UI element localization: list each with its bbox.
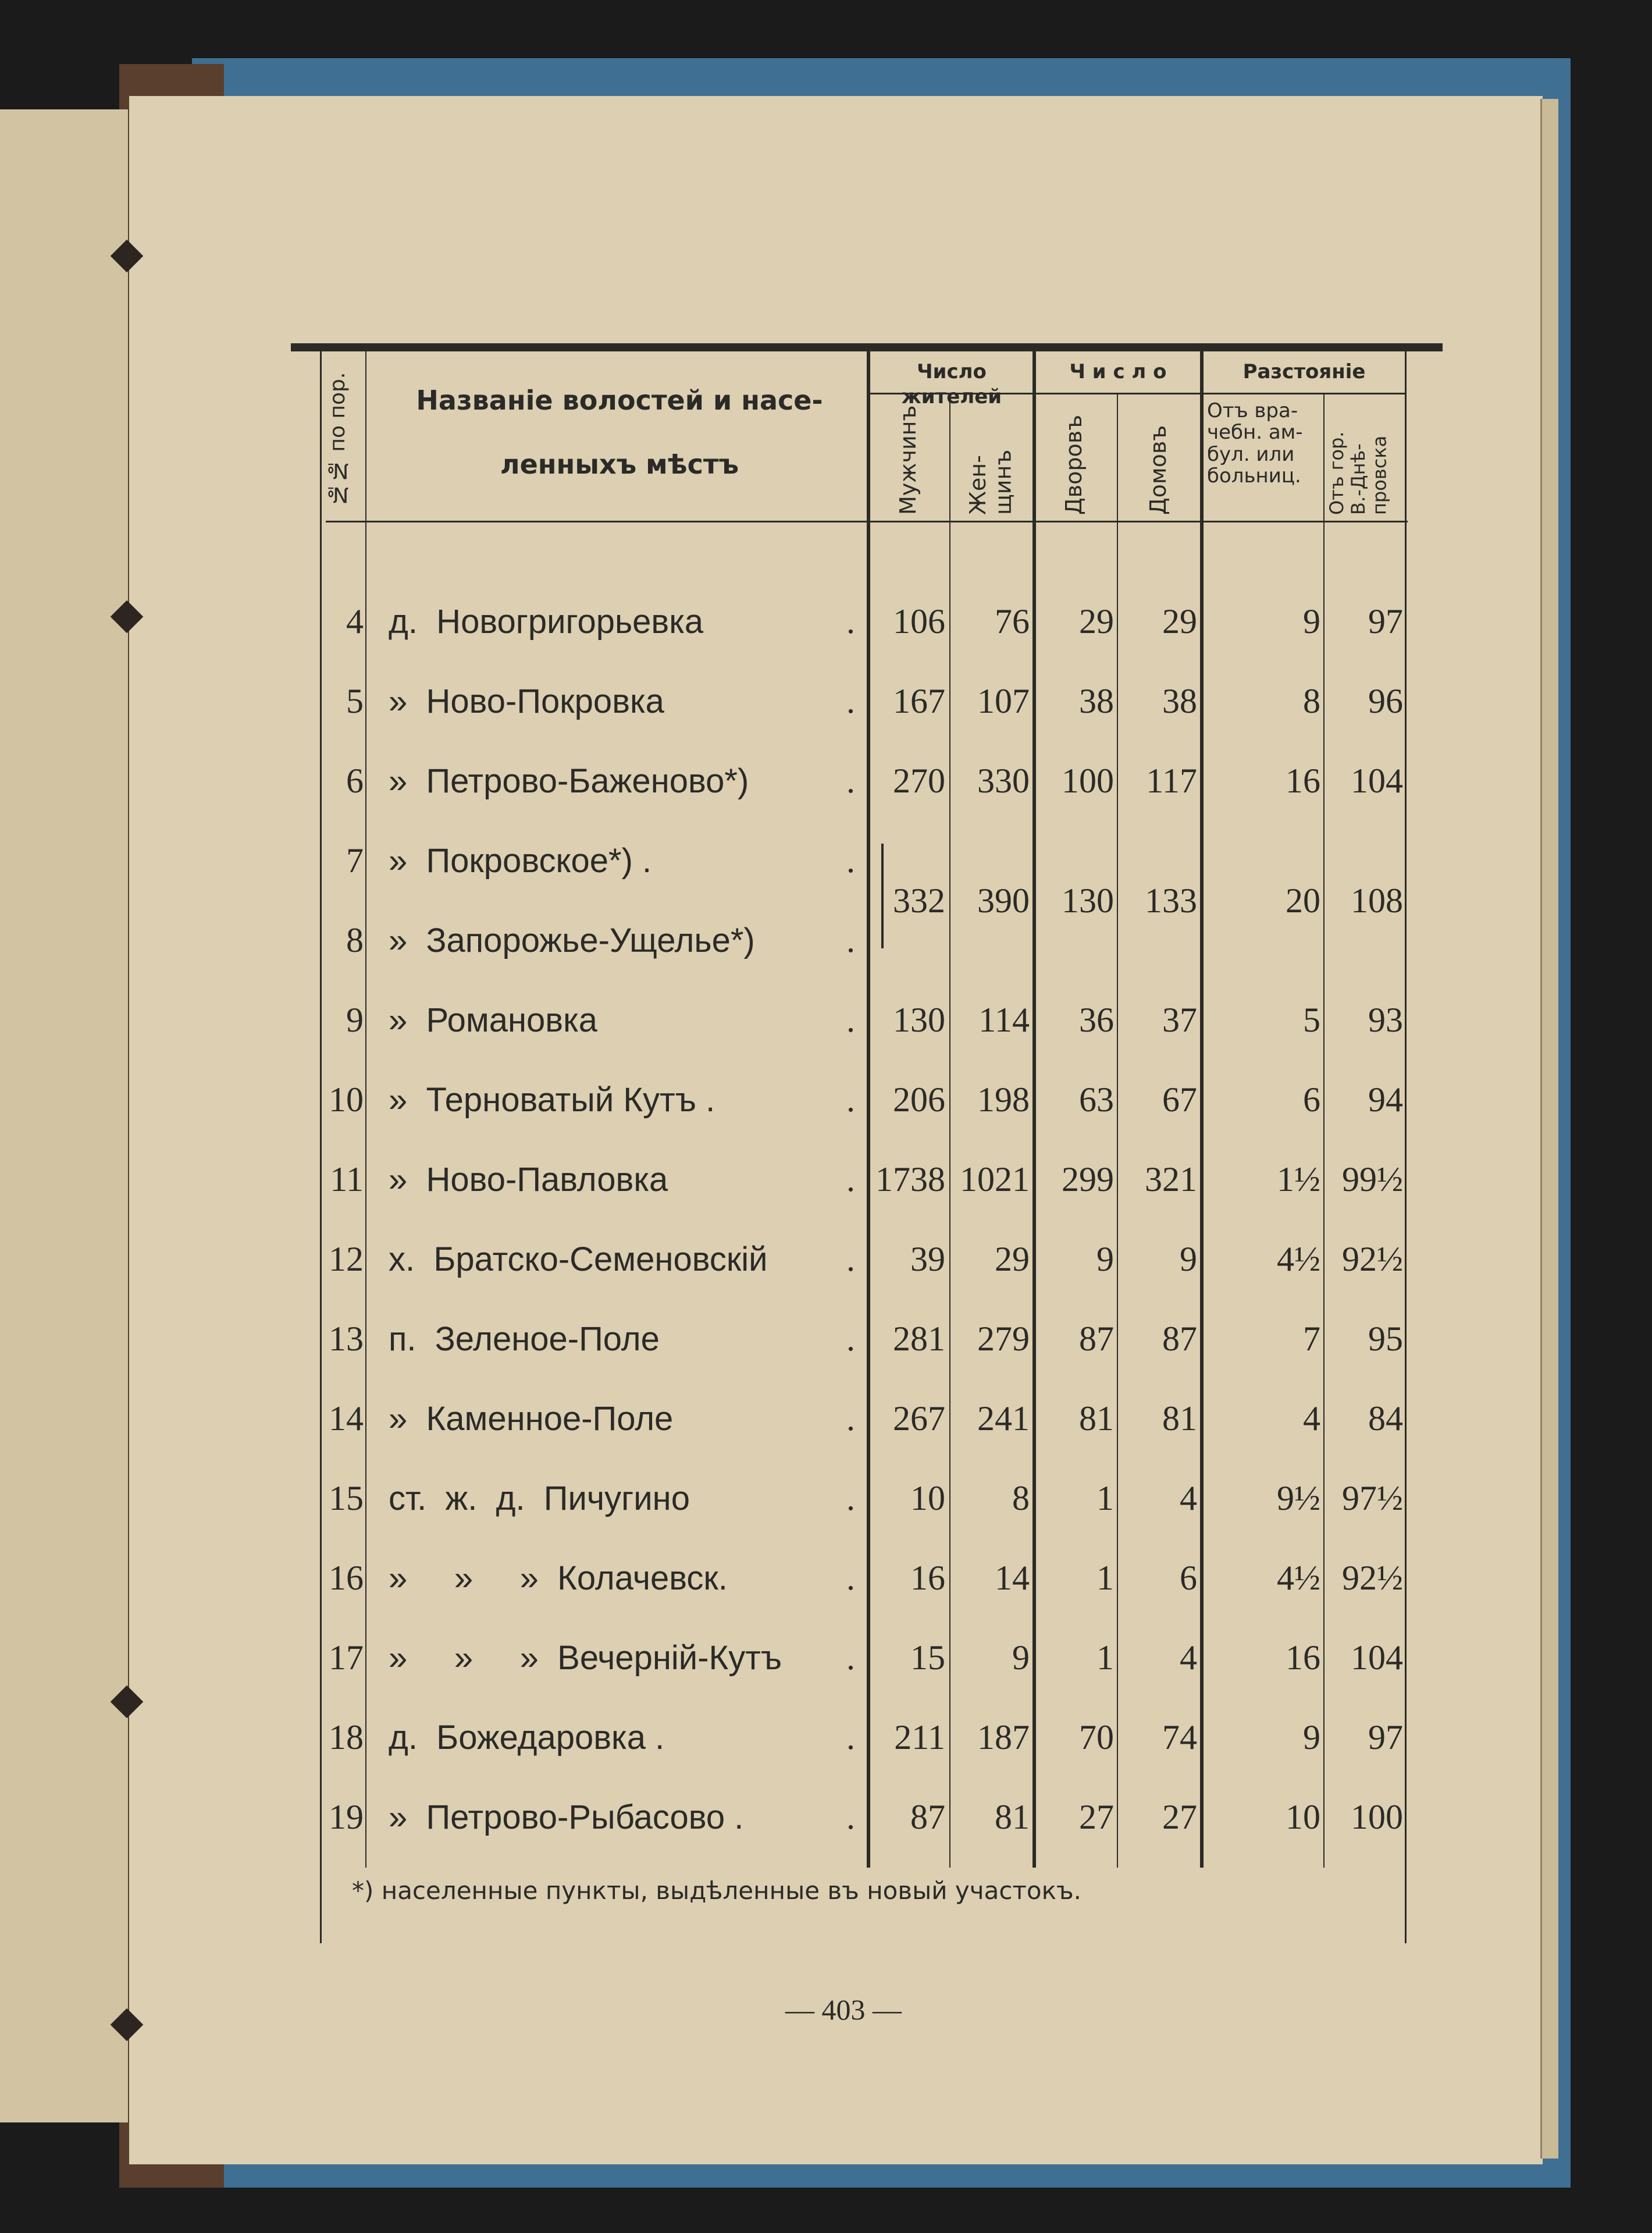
cell-d-doc: 6 — [1303, 1080, 1320, 1119]
cell-houses: 87 — [1162, 1320, 1197, 1358]
row-number: 17 — [329, 1638, 364, 1677]
table-right-border — [1405, 349, 1407, 1943]
leader-dot: . — [846, 1399, 855, 1438]
cell-men: 130 — [893, 1001, 945, 1039]
row-number: 19 — [329, 1798, 364, 1836]
cell-men: 281 — [893, 1320, 945, 1358]
cell-d-city: 94 — [1368, 1080, 1403, 1119]
header-yards: Дворовъ — [1061, 415, 1087, 515]
cell-yards: 9 — [1096, 1240, 1114, 1278]
cell-women: 187 — [977, 1718, 1030, 1756]
leader-dot: . — [846, 841, 855, 880]
leader-dot: . — [846, 1718, 855, 1756]
cell-yards: 27 — [1079, 1798, 1114, 1836]
cell-d-doc: 7 — [1303, 1320, 1320, 1358]
cell-houses: 4 — [1180, 1638, 1197, 1677]
place-name: п. Зеленое-Поле — [389, 1320, 660, 1358]
place-name: д. Новогригорьевка — [389, 603, 704, 641]
leader-dot: . — [846, 762, 855, 800]
cell-d-doc: 9 — [1303, 1718, 1320, 1756]
cell-d-doc: 9½ — [1277, 1479, 1320, 1517]
leader-dot: . — [846, 1001, 855, 1039]
row-number: 6 — [346, 762, 364, 800]
cell-men: 10 — [910, 1479, 945, 1517]
cell-men: 270 — [893, 762, 945, 800]
cell-d-doc: 4 — [1303, 1399, 1320, 1438]
cell-d-city: 100 — [1351, 1798, 1403, 1836]
cell-women: 81 — [995, 1798, 1030, 1836]
merged-cell-d-city: 108 — [1351, 881, 1403, 920]
header-group-inhabitants: Число жителей — [901, 360, 1002, 408]
cell-houses: 67 — [1162, 1080, 1197, 1119]
cell-men: 16 — [910, 1559, 945, 1597]
cell-women: 14 — [995, 1559, 1030, 1597]
cell-d-city: 97½ — [1342, 1479, 1403, 1517]
cell-houses: 6 — [1180, 1559, 1197, 1597]
cell-men: 1738 — [875, 1160, 945, 1199]
cell-d-city: 84 — [1368, 1399, 1403, 1438]
page-number: — 403 — — [785, 1993, 902, 2026]
cell-houses: 29 — [1162, 602, 1197, 641]
row-number: 12 — [329, 1240, 364, 1278]
cell-d-city: 92½ — [1342, 1240, 1403, 1278]
brace-7-8 — [881, 844, 888, 948]
cell-houses: 117 — [1146, 762, 1197, 800]
header-women: Жен- щинъ — [965, 449, 1016, 515]
cell-d-doc: 5 — [1303, 1001, 1320, 1039]
cell-yards: 81 — [1079, 1399, 1114, 1438]
leader-dot: . — [846, 602, 855, 641]
cell-men: 39 — [910, 1240, 945, 1278]
leader-dot: . — [846, 1479, 855, 1517]
place-name: » Покровское*) . — [389, 842, 652, 880]
header-number: №№ по пор. — [326, 372, 350, 507]
cell-d-city: 104 — [1351, 762, 1403, 800]
cell-yards: 1 — [1096, 1638, 1114, 1677]
cell-yards: 29 — [1079, 602, 1114, 641]
merged-cell-d-doc: 20 — [1286, 881, 1320, 920]
place-name: » » » Колачевск. — [389, 1559, 728, 1597]
header-group-count: Ч и с л о — [1069, 360, 1167, 383]
cell-houses: 9 — [1180, 1240, 1197, 1278]
cell-d-city: 97 — [1368, 602, 1403, 641]
cell-yards: 36 — [1079, 1001, 1114, 1039]
header-name-line2: ленныхъ мѣстъ — [500, 449, 739, 480]
cell-d-doc: 10 — [1286, 1798, 1320, 1836]
cell-d-city: 96 — [1368, 682, 1403, 720]
place-name: » Романовка — [389, 1001, 598, 1039]
cell-women: 76 — [995, 602, 1030, 641]
row-number: 10 — [329, 1080, 364, 1119]
cell-men: 211 — [894, 1718, 945, 1756]
cell-houses: 74 — [1162, 1718, 1197, 1756]
cell-d-city: 92½ — [1342, 1559, 1403, 1597]
cell-women: 1021 — [960, 1160, 1030, 1199]
leader-dot: . — [846, 1080, 855, 1119]
cell-d-city: 104 — [1351, 1638, 1403, 1677]
cell-yards: 87 — [1079, 1320, 1114, 1358]
cell-men: 167 — [893, 682, 945, 720]
cell-yards: 100 — [1062, 762, 1114, 800]
header-name-line1: Названіе волостей и насе- — [416, 385, 823, 416]
merged-cell-yards: 130 — [1062, 881, 1114, 920]
leader-dot: . — [846, 1638, 855, 1677]
header-distance-doctor: Отъ вра- чебн. ам- бул. или больниц. — [1207, 399, 1303, 488]
cell-d-city: 93 — [1368, 1001, 1403, 1039]
cell-houses: 81 — [1162, 1399, 1197, 1438]
column-divider — [1200, 349, 1204, 1868]
place-name: х. Братско-Семеновскій — [389, 1240, 768, 1278]
merged-cell-men: 332 — [893, 881, 945, 920]
merged-cell-houses: 133 — [1145, 881, 1197, 920]
cell-men: 87 — [910, 1798, 945, 1836]
cell-houses: 321 — [1145, 1160, 1197, 1199]
cell-d-city: 99½ — [1342, 1160, 1403, 1199]
column-divider — [365, 349, 366, 1868]
cell-houses: 27 — [1162, 1798, 1197, 1836]
page-edge — [1540, 99, 1558, 2159]
cell-d-doc: 1½ — [1277, 1160, 1320, 1199]
cell-women: 330 — [977, 762, 1030, 800]
header-men: Мужчинъ — [895, 405, 921, 515]
cell-yards: 70 — [1079, 1718, 1114, 1756]
place-name: » Ново-Покровка — [389, 682, 664, 720]
cell-d-doc: 9 — [1303, 602, 1320, 641]
cell-houses: 37 — [1162, 1001, 1197, 1039]
leader-dot: . — [846, 1320, 855, 1358]
leader-dot: . — [846, 921, 855, 959]
cell-d-city: 97 — [1368, 1718, 1403, 1756]
header-distance-city: Отъ гор. В.-Днѣ- провска — [1326, 431, 1391, 515]
row-number: 8 — [346, 921, 364, 959]
merged-cell-women: 390 — [977, 881, 1030, 920]
leader-dot: . — [846, 1240, 855, 1278]
cell-women: 9 — [1012, 1638, 1030, 1677]
place-name: » Петрово-Баженово*) — [389, 762, 749, 800]
cell-yards: 38 — [1079, 682, 1114, 720]
place-name: ст. ж. д. Пичугино — [389, 1480, 690, 1517]
cell-d-doc: 4½ — [1277, 1240, 1320, 1278]
row-number: 11 — [330, 1160, 364, 1199]
row-number: 14 — [329, 1399, 364, 1438]
cell-d-doc: 16 — [1286, 762, 1320, 800]
row-number: 15 — [329, 1479, 364, 1517]
leader-dot: . — [846, 1160, 855, 1199]
leader-dot: . — [846, 682, 855, 720]
place-name: » Каменное-Поле — [389, 1400, 674, 1438]
cell-men: 206 — [893, 1080, 945, 1119]
cell-men: 267 — [893, 1399, 945, 1438]
row-number: 9 — [346, 1001, 364, 1039]
cell-d-doc: 16 — [1286, 1638, 1320, 1677]
leader-dot: . — [846, 1798, 855, 1836]
place-name: » Ново-Павловка — [389, 1161, 668, 1199]
place-name: » Петрово-Рыбасово . — [389, 1798, 744, 1836]
cell-women: 241 — [977, 1399, 1030, 1438]
cell-men: 15 — [910, 1638, 945, 1677]
row-number: 5 — [346, 682, 364, 720]
cell-women: 114 — [978, 1001, 1030, 1039]
cell-yards: 1 — [1096, 1559, 1114, 1597]
cell-yards: 299 — [1062, 1160, 1114, 1199]
cell-yards: 63 — [1079, 1080, 1114, 1119]
row-number: 16 — [329, 1559, 364, 1597]
header-houses: Домовъ — [1145, 425, 1171, 515]
cell-houses: 4 — [1180, 1479, 1197, 1517]
row-number: 7 — [346, 841, 364, 880]
cell-women: 198 — [977, 1080, 1030, 1119]
header-group-distance: Разстояніе — [1242, 360, 1366, 383]
cell-houses: 38 — [1162, 682, 1197, 720]
cell-d-doc: 4½ — [1277, 1559, 1320, 1597]
cell-d-city: 95 — [1368, 1320, 1403, 1358]
cell-d-doc: 8 — [1303, 682, 1320, 720]
cell-men: 106 — [893, 602, 945, 641]
place-name: » » » Вечерній-Кутъ — [389, 1639, 782, 1677]
left-page — [0, 109, 128, 2122]
place-name: » Запорожье-Ущелье*) — [389, 922, 755, 959]
row-number: 4 — [346, 602, 364, 641]
cell-yards: 1 — [1096, 1479, 1114, 1517]
row-number: 13 — [329, 1320, 364, 1358]
cell-women: 8 — [1012, 1479, 1030, 1517]
cell-women: 107 — [977, 682, 1030, 720]
place-name: » Терноватый Кутъ . — [389, 1081, 715, 1119]
place-name: д. Божедаровка . — [389, 1719, 665, 1756]
cell-women: 279 — [977, 1320, 1030, 1358]
row-number: 18 — [329, 1718, 364, 1756]
footnote: *) населенные пункты, выдѣленные въ новый участокъ. — [352, 1876, 1081, 1905]
cell-women: 29 — [995, 1240, 1030, 1278]
leader-dot: . — [846, 1559, 855, 1597]
